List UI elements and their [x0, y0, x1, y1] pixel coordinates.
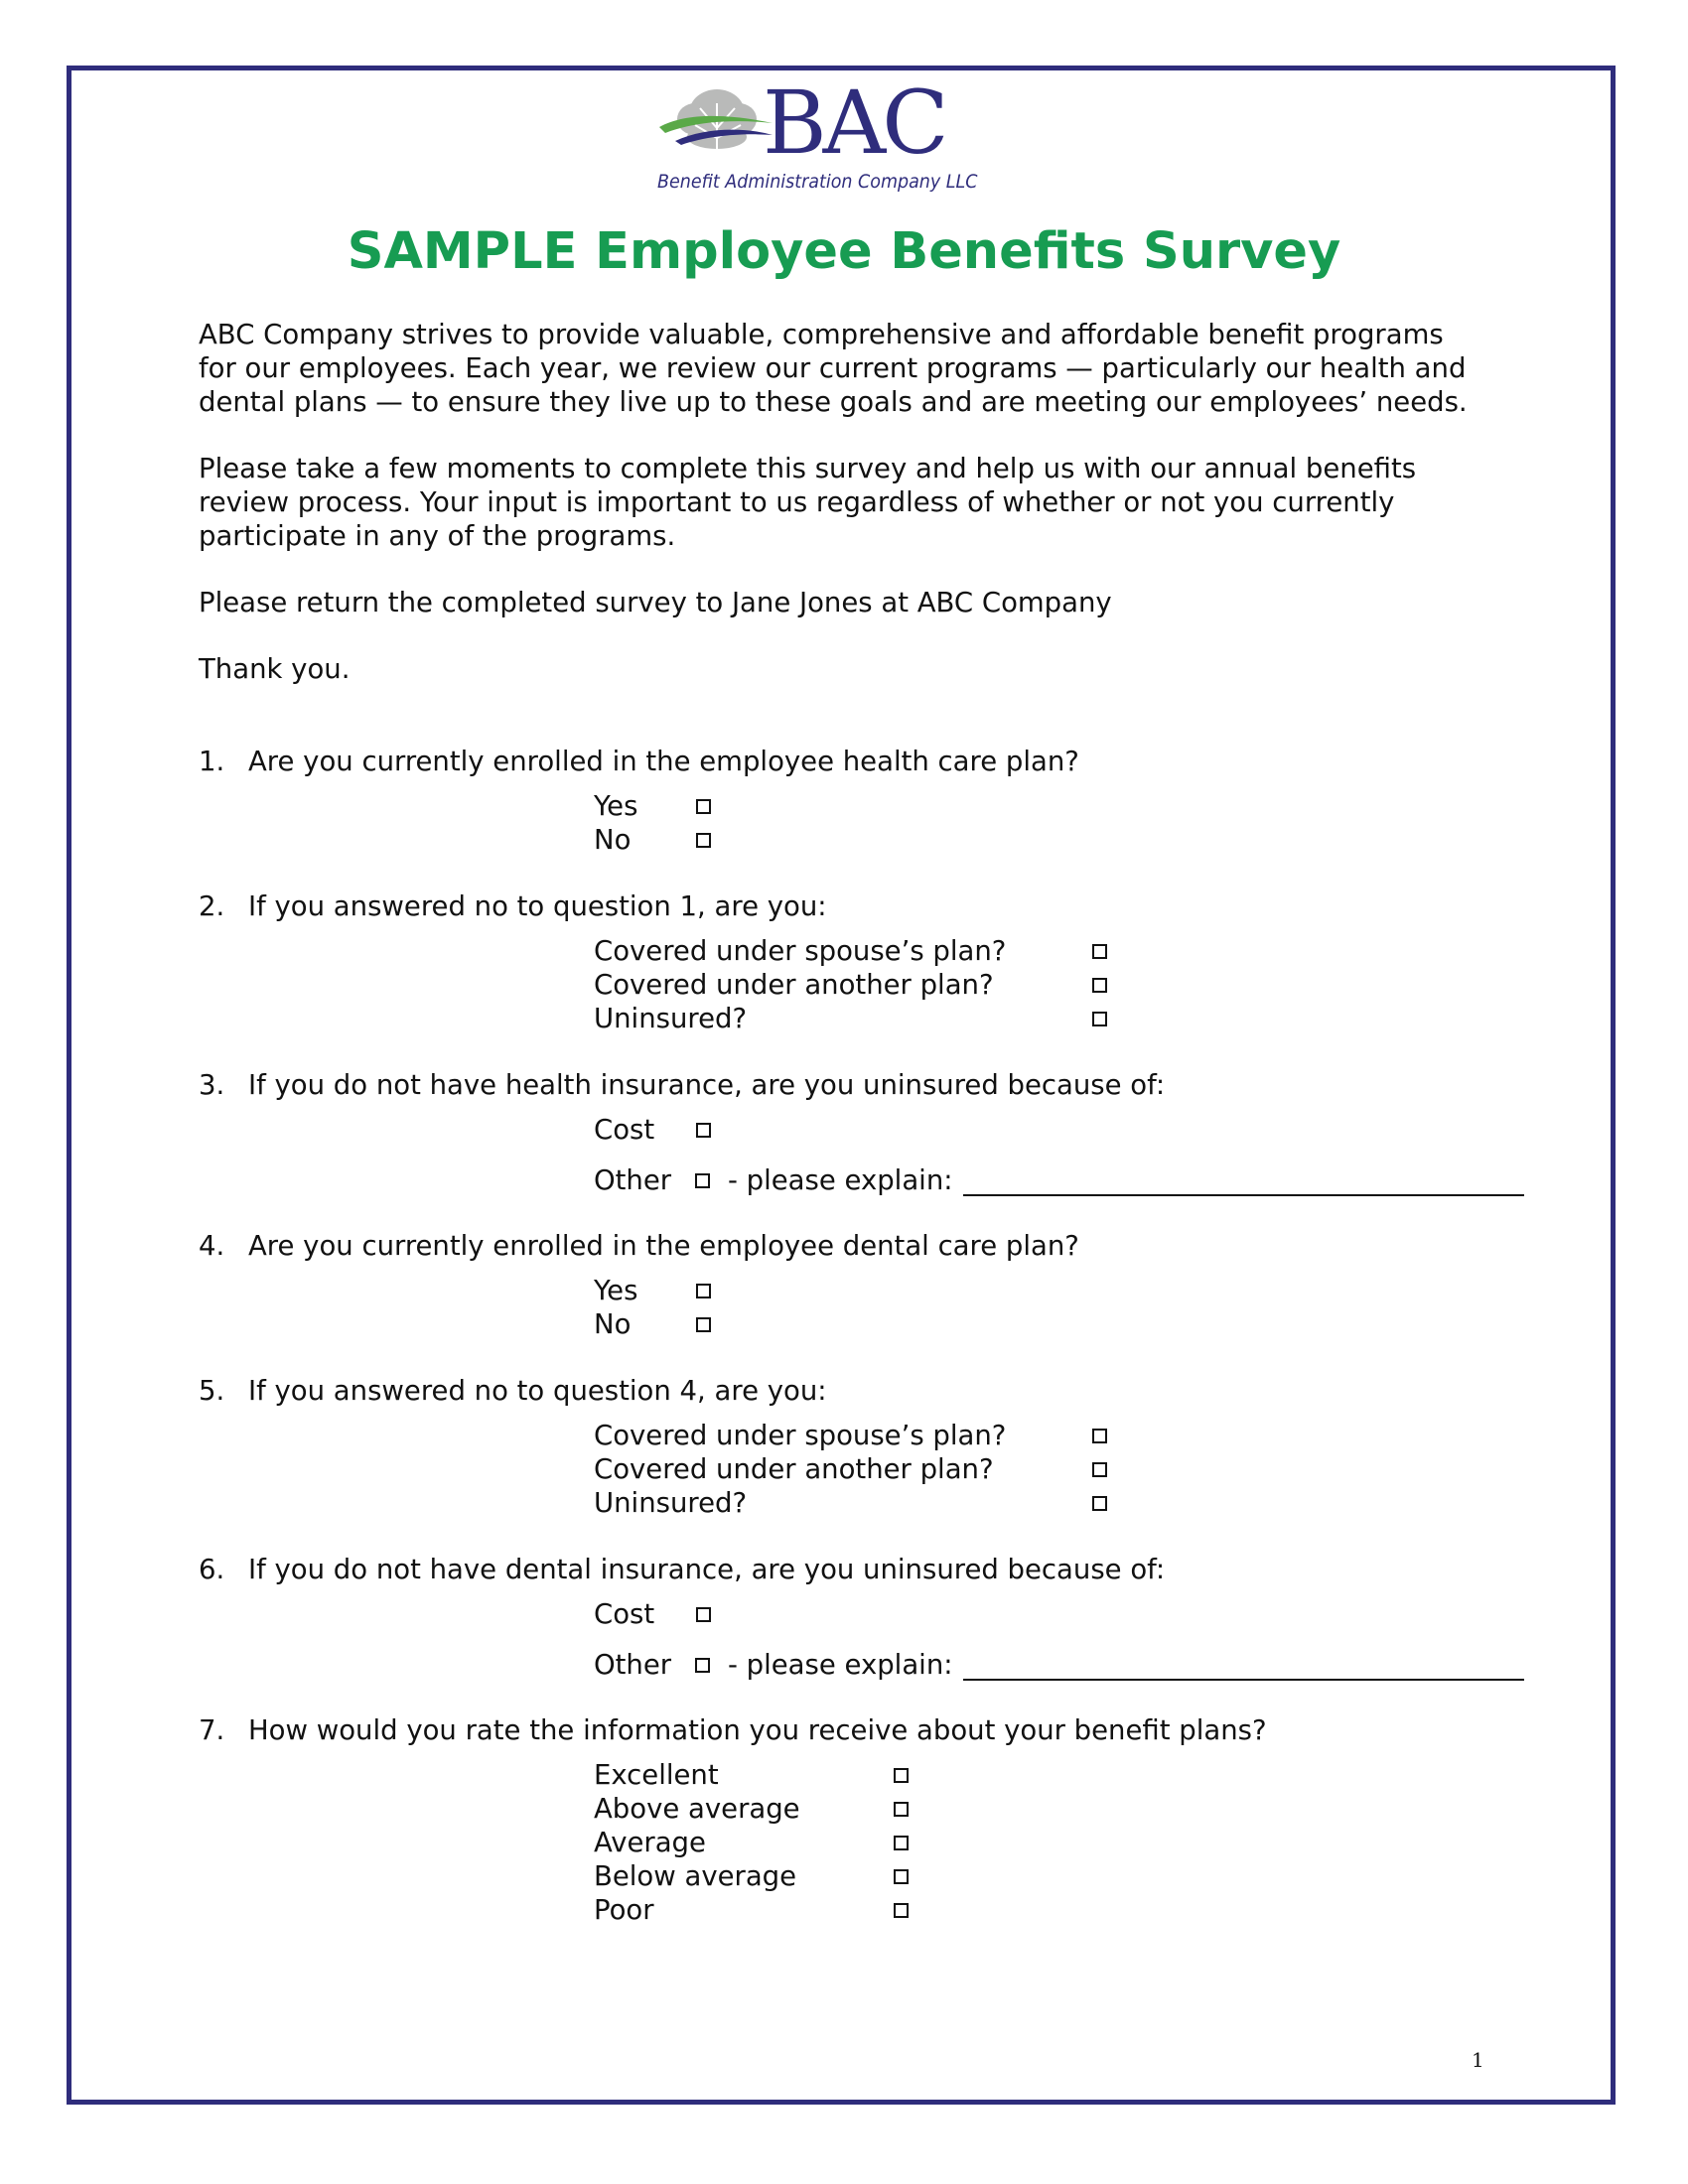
intro-line: ABC Company strives to provide valuable, comprehensive and affordable benefit programs [199, 319, 1444, 350]
bac-logo [655, 71, 978, 203]
intro-line: for our employees. Each year, we review our current programs — particularly our health and [199, 352, 1467, 384]
question-number: 1. [199, 746, 225, 777]
intro-line: dental plans — to ensure they live up to these goals and are meeting our employees’ needs. [199, 386, 1468, 418]
q4-yes-checkbox[interactable] [696, 1284, 711, 1298]
q5-uninsured-checkbox[interactable] [1092, 1496, 1107, 1511]
q7-above-average-checkbox[interactable] [894, 1802, 909, 1817]
logo-wordmark: BAC [763, 71, 945, 174]
explain-label: - please explain: [728, 1164, 953, 1196]
intro-line: participate in any of the programs. [199, 520, 676, 552]
q3-explain-field[interactable] [963, 1194, 1524, 1196]
question-text: How would you rate the information you receive about your benefit plans? [248, 1714, 1267, 1746]
q2-uninsured-checkbox[interactable] [1092, 1012, 1107, 1026]
page-title: SAMPLE Employee Benefits Survey [347, 222, 1341, 281]
option-label: Average [594, 1827, 706, 1858]
option-label: Covered under another plan? [594, 1453, 994, 1485]
option-label: Cost [594, 1598, 655, 1630]
q5-another-plan-checkbox[interactable] [1092, 1462, 1107, 1477]
option-label: No [594, 1308, 632, 1340]
option-label: Below average [594, 1860, 797, 1892]
return-instructions: Please return the completed survey to Jane Jones at ABC Company [199, 587, 1112, 618]
option-label: Covered under another plan? [594, 969, 994, 1001]
question-text: If you answered no to question 4, are you: [248, 1375, 827, 1407]
question-number: 7. [199, 1714, 225, 1746]
page-number: 1 [1472, 2048, 1484, 2072]
intro-line: Please take a few moments to complete this survey and help us with our annual benefits [199, 453, 1417, 484]
question-2 [199, 889, 827, 923]
q5-spouse-plan-checkbox[interactable] [1092, 1429, 1107, 1443]
question-text: If you answered no to question 1, are you: [248, 890, 827, 922]
question-3 [199, 1068, 1165, 1102]
q2-spouse-plan-checkbox[interactable] [1092, 944, 1107, 959]
option-label: Excellent [594, 1759, 719, 1791]
q3-cost-checkbox[interactable] [696, 1123, 711, 1138]
question-1 [199, 745, 1079, 778]
explain-label: - please explain: [728, 1649, 953, 1681]
intro-paragraph-1 [199, 318, 1549, 419]
question-text: Are you currently enrolled in the employee health care plan? [248, 746, 1079, 777]
q6-cost-checkbox[interactable] [696, 1607, 711, 1622]
option-label: Uninsured? [594, 1487, 748, 1519]
q7-below-average-checkbox[interactable] [894, 1869, 909, 1884]
q2-another-plan-checkbox[interactable] [1092, 978, 1107, 993]
intro-paragraph-2 [199, 452, 1549, 553]
option-label: Above average [594, 1793, 800, 1825]
question-number: 5. [199, 1375, 225, 1407]
option-label: Cost [594, 1114, 655, 1146]
option-label: Yes [594, 790, 638, 822]
question-6 [199, 1553, 1165, 1586]
q7-excellent-checkbox[interactable] [894, 1768, 909, 1783]
question-text: If you do not have health insurance, are you uninsured because of: [248, 1069, 1166, 1101]
q7-poor-checkbox[interactable] [894, 1903, 909, 1918]
question-number: 4. [199, 1230, 225, 1262]
option-label: Uninsured? [594, 1003, 748, 1034]
option-label: Other [594, 1164, 672, 1196]
option-label: Yes [594, 1275, 638, 1306]
question-text: Are you currently enrolled in the employee dental care plan? [248, 1230, 1079, 1262]
q3-other-checkbox[interactable] [695, 1173, 710, 1188]
question-7 [199, 1713, 1267, 1747]
logo-subtitle: Benefit Administration Company LLC [657, 171, 978, 193]
option-label: Other [594, 1649, 672, 1681]
question-number: 3. [199, 1069, 225, 1101]
q1-yes-checkbox[interactable] [696, 799, 711, 814]
option-label: No [594, 824, 632, 856]
question-number: 6. [199, 1554, 225, 1585]
option-label: Covered under spouse’s plan? [594, 935, 1007, 967]
intro-line: review process. Your input is important to us regardless of whether or not you currently [199, 486, 1395, 518]
question-number: 2. [199, 890, 225, 922]
q6-explain-field[interactable] [963, 1679, 1524, 1681]
option-label: Covered under spouse’s plan? [594, 1420, 1007, 1451]
tree-swoosh-icon [655, 83, 774, 163]
q1-no-checkbox[interactable] [696, 833, 711, 848]
q7-average-checkbox[interactable] [894, 1836, 909, 1850]
q6-other-checkbox[interactable] [695, 1658, 710, 1673]
question-5 [199, 1374, 827, 1408]
q4-no-checkbox[interactable] [696, 1317, 711, 1332]
question-text: If you do not have dental insurance, are you uninsured because of: [248, 1554, 1166, 1585]
question-4 [199, 1229, 1079, 1263]
thank-you: Thank you. [199, 653, 351, 685]
option-label: Poor [594, 1894, 654, 1926]
